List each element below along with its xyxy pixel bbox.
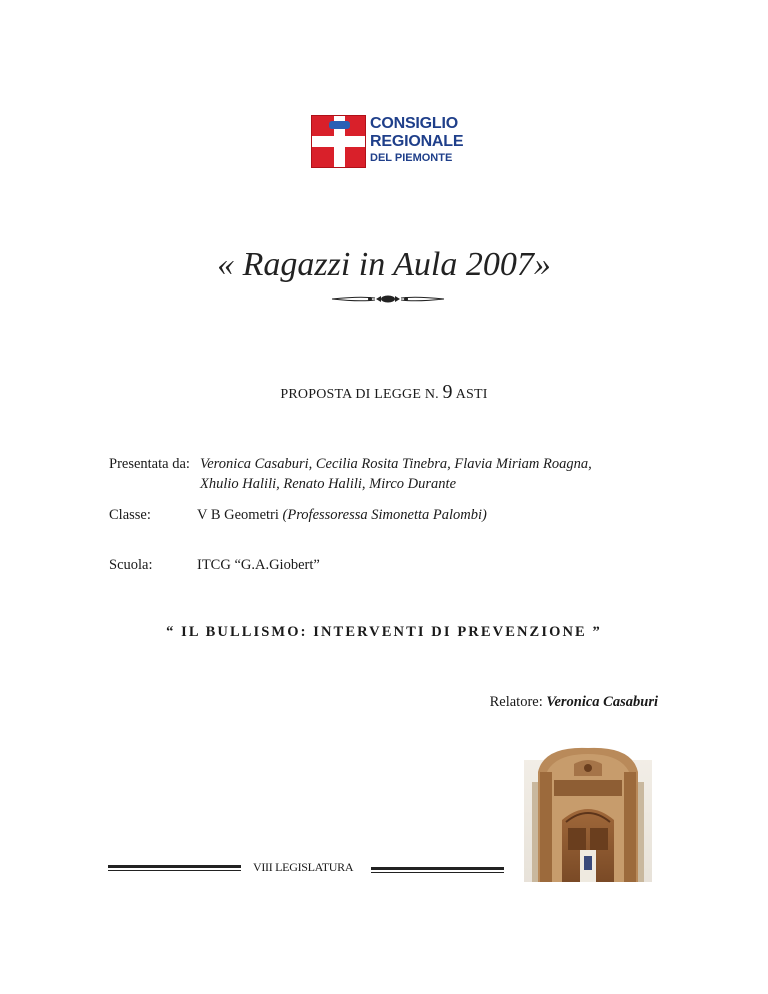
relatore-label: Relatore:: [489, 694, 543, 710]
classe-teacher: (Professoressa Simonetta Palombi): [282, 507, 487, 523]
presentata-authors-line-1: Veronica Casaburi, Cecilia Rosita Tinebra, Flavia Miriam Roagna,: [200, 456, 592, 472]
presentata-authors-line-2: Xhulio Halili, Renato Halili, Mirco Durante: [200, 476, 457, 492]
proposta-prefix: PROPOSTA DI LEGGE N.: [280, 387, 439, 402]
relatore: [490, 694, 658, 711]
consiglio-regionale-logo: [311, 115, 464, 168]
footer-rule-left: [108, 865, 241, 872]
scuola-value: ITCG “G.A.Giobert”: [197, 557, 320, 573]
palazzo-portal-image: [524, 742, 652, 882]
proposta-suffix: ASTI: [455, 387, 488, 402]
proposta-di-legge: [0, 381, 768, 404]
subject-heading: “ IL BULLISMO: INTERVENTI DI PREVENZIONE ”: [166, 624, 602, 640]
proposta-number: 9: [442, 381, 453, 403]
legislatura-label: VIII LEGISLATURA: [253, 860, 354, 874]
scuola-label: Scuola:: [109, 557, 153, 573]
logo-line-3: DEL PIEMONTE: [370, 152, 453, 164]
classe-name: V B Geometri: [197, 507, 279, 523]
ornament-divider-icon: [330, 292, 446, 306]
logo-line-1: CONSIGLIO: [370, 115, 458, 132]
piemonte-cross-emblem-icon: [311, 115, 366, 168]
footer-rule-right: [371, 867, 504, 874]
document-title: « Ragazzi in Aula 2007»: [217, 246, 551, 283]
presentata-label: Presentata da:: [109, 456, 190, 472]
classe-value: [197, 507, 487, 524]
logo-text: [370, 116, 463, 164]
relatore-name: Veronica Casaburi: [546, 694, 658, 710]
classe-label: Classe:: [109, 507, 151, 523]
logo-line-2: REGIONALE: [370, 133, 464, 150]
